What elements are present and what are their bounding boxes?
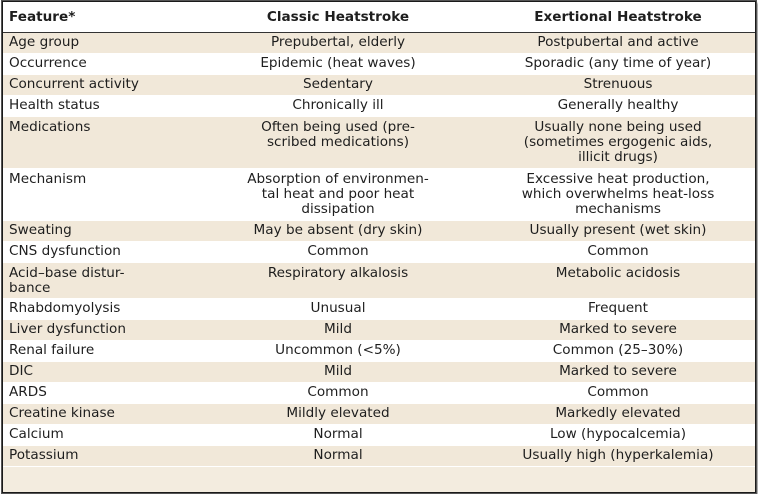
classic-cell: Chronically ill (195, 96, 481, 117)
classic-cell: Mild (195, 362, 481, 383)
header-exertional-heatstroke: Exertional Heatstroke (481, 2, 755, 33)
table-row (3, 446, 755, 467)
classic-cell: May be absent (dry skin) (195, 221, 481, 242)
feature-cell: Calcium (3, 425, 195, 446)
feature-cell: DIC (3, 362, 195, 383)
exertional-cell: Usually high (hyperkalemia) (481, 446, 755, 467)
feature-cell: Rhabdomyolysis (3, 299, 195, 320)
exertional-cell: Excessive heat production, which overwhelms heat-loss mechanisms (481, 169, 755, 221)
exertional-cell: Common (25–30%) (481, 341, 755, 362)
feature-cell: Creatine kinase (3, 404, 195, 425)
classic-cell: Prepubertal, elderly (195, 33, 481, 54)
classic-cell: Common (195, 383, 481, 404)
exertional-cell: Sporadic (any time of year) (481, 54, 755, 75)
table-row (3, 54, 755, 75)
feature-cell: Sweating (3, 221, 195, 242)
table-row (3, 341, 755, 362)
table-row (3, 320, 755, 341)
classic-cell: Mildly elevated (195, 404, 481, 425)
table-row (3, 96, 755, 117)
table-frame (2, 1, 756, 493)
exertional-cell: Marked to severe (481, 320, 755, 341)
header-feature: Feature* (3, 2, 195, 33)
exertional-cell: Strenuous (481, 75, 755, 96)
classic-cell: Common (195, 242, 481, 263)
feature-cell: Medications (3, 117, 195, 169)
table-row (3, 242, 755, 263)
classic-cell: Unusual (195, 299, 481, 320)
exertional-cell: Generally healthy (481, 96, 755, 117)
classic-cell: Respiratory alkalosis (195, 263, 481, 299)
feature-cell: Occurrence (3, 54, 195, 75)
exertional-cell: Markedly elevated (481, 404, 755, 425)
table-header (3, 2, 755, 33)
table-row (3, 33, 755, 54)
header-classic-heatstroke: Classic Heatstroke (195, 2, 481, 33)
exertional-cell: Usually none being used (sometimes ergogenic aids, illicit drugs) (481, 117, 755, 169)
feature-cell: ARDS (3, 383, 195, 404)
classic-cell: Normal (195, 446, 481, 467)
exertional-cell: Common (481, 383, 755, 404)
feature-cell: CNS dysfunction (3, 242, 195, 263)
classic-cell: Sedentary (195, 75, 481, 96)
classic-cell: Uncommon (<5%) (195, 341, 481, 362)
feature-cell: Age group (3, 33, 195, 54)
feature-cell: Renal failure (3, 341, 195, 362)
classic-cell: Normal (195, 425, 481, 446)
feature-cell: Acid–base distur- bance (3, 263, 195, 299)
table-row (3, 263, 755, 299)
table-row (3, 75, 755, 96)
exertional-cell: Usually present (wet skin) (481, 221, 755, 242)
feature-cell: Potassium (3, 446, 195, 467)
table-body (3, 33, 755, 467)
table-row (3, 299, 755, 320)
feature-cell: Liver dysfunction (3, 320, 195, 341)
feature-cell: Concurrent activity (3, 75, 195, 96)
classic-cell: Absorption of environmen- tal heat and poor heat dissipation (195, 169, 481, 221)
exertional-cell: Low (hypocalcemia) (481, 425, 755, 446)
classic-cell: Often being used (pre- scribed medications) (195, 117, 481, 169)
table-row (3, 169, 755, 221)
exertional-cell: Marked to severe (481, 362, 755, 383)
classic-cell: Epidemic (heat waves) (195, 54, 481, 75)
feature-cell: Health status (3, 96, 195, 117)
exertional-cell: Postpubertal and active (481, 33, 755, 54)
header-row (3, 2, 755, 33)
table-row (3, 362, 755, 383)
exertional-cell: Common (481, 242, 755, 263)
classic-cell: Mild (195, 320, 481, 341)
table-row (3, 404, 755, 425)
exertional-cell: Frequent (481, 299, 755, 320)
exertional-cell: Metabolic acidosis (481, 263, 755, 299)
table-row (3, 425, 755, 446)
heatstroke-comparison-table (3, 2, 755, 467)
table-row (3, 383, 755, 404)
table-row (3, 221, 755, 242)
feature-cell: Mechanism (3, 169, 195, 221)
table-row (3, 117, 755, 169)
